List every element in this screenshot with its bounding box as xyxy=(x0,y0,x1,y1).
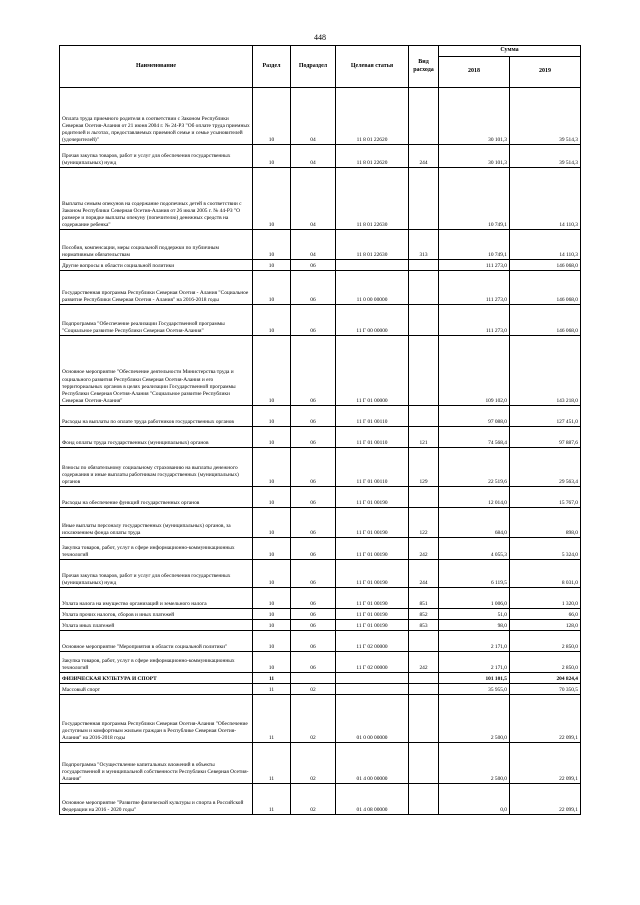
row-sum-2019: 8 031,0 xyxy=(510,560,581,588)
table-row xyxy=(60,631,581,652)
row-name: Другие вопросы в области социальной политики xyxy=(60,260,253,271)
row-sum-2018: 2 500,0 xyxy=(439,695,510,743)
row-target-item xyxy=(336,673,409,684)
table-row xyxy=(60,743,581,784)
row-sum-2018: 2 171,0 xyxy=(439,631,510,652)
row-sum-2019: 39 514,3 xyxy=(510,145,581,168)
header-name: Наименование xyxy=(60,46,253,88)
table-row xyxy=(60,588,581,609)
row-name: Основное мероприятие "Развитие физической культуры и спорта в Российской Федерации на 2016 - 2020 годы" xyxy=(60,784,253,815)
row-name: Расходы на выплаты по оплате труда работников государственных органов xyxy=(60,406,253,427)
row-name: Иные выплаты персоналу государственных (муниципальных) органов, за исключением фонда оплаты труда xyxy=(60,508,253,538)
row-subsection: 02 xyxy=(291,684,336,695)
row-target-item: 11 Г 01 00110 xyxy=(336,448,409,487)
row-section: 10 xyxy=(253,588,291,609)
row-expense-type xyxy=(409,743,439,784)
row-section: 10 xyxy=(253,448,291,487)
row-sum-2018: 101 101,5 xyxy=(439,673,510,684)
row-section: 10 xyxy=(253,487,291,508)
row-target-item: 11 8 01 22630 xyxy=(336,168,409,230)
row-subsection: 06 xyxy=(291,305,336,336)
row-subsection: 06 xyxy=(291,588,336,609)
row-sum-2019: 5 324,0 xyxy=(510,538,581,560)
row-sum-2018: 98,0 xyxy=(439,620,510,631)
row-expense-type xyxy=(409,168,439,230)
row-section: 10 xyxy=(253,230,291,260)
row-sum-2018: 30 101,3 xyxy=(439,145,510,168)
row-section: 10 xyxy=(253,560,291,588)
row-subsection: 06 xyxy=(291,406,336,427)
row-sum-2018: 4 055,3 xyxy=(439,538,510,560)
row-expense-type xyxy=(409,684,439,695)
row-sum-2019: 70 350,5 xyxy=(510,684,581,695)
row-expense-type: 242 xyxy=(409,652,439,673)
row-subsection: 02 xyxy=(291,784,336,815)
row-expense-type: 242 xyxy=(409,538,439,560)
row-target-item: 11 Г 01 00110 xyxy=(336,427,409,448)
row-subsection: 06 xyxy=(291,609,336,620)
row-target-item: 11 Г 01 00110 xyxy=(336,406,409,427)
row-target-item: 11 Г 00 00000 xyxy=(336,305,409,336)
row-name: Государственная программа Республики Северная Осетия - Алания "Социальное развитие Республики Северная Осетия - Алания" на 2016-2018 годы xyxy=(60,271,253,305)
row-expense-type: 129 xyxy=(409,448,439,487)
table-row xyxy=(60,305,581,336)
row-sum-2019: 146 068,0 xyxy=(510,305,581,336)
row-expense-type xyxy=(409,487,439,508)
row-section: 11 xyxy=(253,743,291,784)
row-sum-2018: 74 568,4 xyxy=(439,427,510,448)
table-row xyxy=(60,560,581,588)
row-subsection: 06 xyxy=(291,487,336,508)
row-target-item: 11 Г 01 00190 xyxy=(336,538,409,560)
table-row xyxy=(60,336,581,406)
row-expense-type xyxy=(409,88,439,145)
row-section: 10 xyxy=(253,271,291,305)
row-sum-2019: 14 110,3 xyxy=(510,168,581,230)
row-sum-2019: 14 110,3 xyxy=(510,230,581,260)
row-target-item: 01 0 00 00000 xyxy=(336,695,409,743)
row-section: 10 xyxy=(253,260,291,271)
row-name: Закупка товаров, работ, услуг в сфере информационно-коммуникационных технологий xyxy=(60,538,253,560)
row-target-item: 11 8 01 22630 xyxy=(336,230,409,260)
row-subsection: 06 xyxy=(291,538,336,560)
row-sum-2019: 22 099,1 xyxy=(510,743,581,784)
row-sum-2019: 127 451,0 xyxy=(510,406,581,427)
row-target-item xyxy=(336,684,409,695)
table-row xyxy=(60,684,581,695)
row-section: 10 xyxy=(253,427,291,448)
row-sum-2018: 10 749,1 xyxy=(439,168,510,230)
header-subsection: Подраздел xyxy=(291,46,336,88)
row-expense-type: 313 xyxy=(409,230,439,260)
row-name: Подпрограмма "Обеспечение реализации Государственной программы "Социальное развитие Республики Северная Осетия-Алания" xyxy=(60,305,253,336)
row-subsection: 04 xyxy=(291,230,336,260)
row-expense-type xyxy=(409,695,439,743)
row-sum-2018: 684,0 xyxy=(439,508,510,538)
row-target-item: 11 Г 01 00190 xyxy=(336,588,409,609)
row-sum-2019: 22 099,1 xyxy=(510,784,581,815)
row-subsection: 06 xyxy=(291,271,336,305)
row-sum-2019: 29 563,4 xyxy=(510,448,581,487)
row-section: 10 xyxy=(253,406,291,427)
row-sum-2019: 898,0 xyxy=(510,508,581,538)
row-sum-2018: 2 171,0 xyxy=(439,652,510,673)
row-section: 10 xyxy=(253,620,291,631)
row-subsection: 04 xyxy=(291,88,336,145)
row-sum-2018: 1 006,0 xyxy=(439,588,510,609)
table-row xyxy=(60,695,581,743)
row-expense-type: 244 xyxy=(409,145,439,168)
table-row xyxy=(60,784,581,815)
row-expense-type xyxy=(409,271,439,305)
table-body xyxy=(60,88,581,815)
row-expense-type: 853 xyxy=(409,620,439,631)
row-subsection: 06 xyxy=(291,260,336,271)
page-number: 448 xyxy=(314,33,326,42)
table-row xyxy=(60,406,581,427)
row-target-item: 11 Г 02 00000 xyxy=(336,652,409,673)
row-section: 10 xyxy=(253,336,291,406)
row-section: 10 xyxy=(253,168,291,230)
row-subsection: 06 xyxy=(291,631,336,652)
row-expense-type xyxy=(409,260,439,271)
row-sum-2019: 66,0 xyxy=(510,609,581,620)
row-subsection: 06 xyxy=(291,427,336,448)
row-name: Основное мероприятие "Обеспечение деятельности Министерства труда и социального развития Республики Северная Осетия-Алания и его территориальных органов в целях реализации Государственной программы Республики Северная Осетия-Алания "Социальное развитие Республики Северная Осетия-Алания" xyxy=(60,336,253,406)
table-row xyxy=(60,145,581,168)
row-sum-2018: 111 273,0 xyxy=(439,271,510,305)
row-sum-2019: 146 068,0 xyxy=(510,260,581,271)
row-sum-2019: 146 068,0 xyxy=(510,271,581,305)
row-target-item xyxy=(336,260,409,271)
table-row xyxy=(60,448,581,487)
row-name: Подпрограмма "Осуществление капитальных вложений в объекты государственной и муниципальной собственности Республики Северная Осетия-Алания" xyxy=(60,743,253,784)
row-name: Взносы по обязательному социальному страхованию на выплаты денежного содержания и иные выплаты работникам государственных (муниципальных) органов xyxy=(60,448,253,487)
row-sum-2018: 30 101,3 xyxy=(439,88,510,145)
row-sum-2018: 10 749,1 xyxy=(439,230,510,260)
row-sum-2018: 51,0 xyxy=(439,609,510,620)
table-row xyxy=(60,260,581,271)
row-sum-2018: 2 500,0 xyxy=(439,743,510,784)
row-expense-type: 121 xyxy=(409,427,439,448)
table-row xyxy=(60,487,581,508)
row-section: 10 xyxy=(253,609,291,620)
row-sum-2019: 143 218,0 xyxy=(510,336,581,406)
table-row xyxy=(60,673,581,684)
header-target-item: Целевая статья xyxy=(336,46,409,88)
row-target-item: 01 4 08 00000 xyxy=(336,784,409,815)
header-year-2019: 2019 xyxy=(510,57,581,88)
row-target-item: 11 Г 01 00190 xyxy=(336,487,409,508)
row-sum-2018: 6 119,5 xyxy=(439,560,510,588)
row-target-item: 11 Г 01 00190 xyxy=(336,620,409,631)
row-name: Закупка товаров, работ, услуг в сфере информационно-коммуникационных технологий xyxy=(60,652,253,673)
row-name: Прочая закупка товаров, работ и услуг для обеспечения государственных (муниципальных) нужд xyxy=(60,560,253,588)
row-sum-2019: 2 850,0 xyxy=(510,631,581,652)
row-section: 10 xyxy=(253,538,291,560)
row-sum-2019: 1 320,0 xyxy=(510,588,581,609)
row-sum-2019: 204 824,4 xyxy=(510,673,581,684)
row-sum-2018: 35 955,0 xyxy=(439,684,510,695)
row-sum-2019: 15 767,0 xyxy=(510,487,581,508)
row-expense-type xyxy=(409,336,439,406)
row-name: Массовый спорт xyxy=(60,684,253,695)
row-sum-2018: 12 014,0 xyxy=(439,487,510,508)
row-expense-type xyxy=(409,406,439,427)
row-target-item: 11 0 00 00000 xyxy=(336,271,409,305)
row-subsection: 06 xyxy=(291,448,336,487)
row-subsection: 06 xyxy=(291,560,336,588)
row-name: Пособия, компенсации, меры социальной поддержки по публичным нормативным обязательствам xyxy=(60,230,253,260)
row-section: 11 xyxy=(253,784,291,815)
row-sum-2018: 111 273,0 xyxy=(439,305,510,336)
row-subsection: 02 xyxy=(291,743,336,784)
row-sum-2019: 2 850,0 xyxy=(510,652,581,673)
row-sum-2018: 22 519,6 xyxy=(439,448,510,487)
row-sum-2019: 128,0 xyxy=(510,620,581,631)
row-target-item: 11 Г 01 00190 xyxy=(336,609,409,620)
row-subsection: 06 xyxy=(291,336,336,406)
row-subsection xyxy=(291,673,336,684)
row-name: Уплата иных платежей xyxy=(60,620,253,631)
row-name: Оплата труда приемного родителя в соответствии с Законом Республики Северная Осетия-Алания от 21 июня 2004 г. № 24-РЗ "Об оплате труда приемных родителей и льготах, предоставляемых приемной семье и семье усыновителей (удочерителей)" xyxy=(60,88,253,145)
row-subsection: 04 xyxy=(291,145,336,168)
row-name: ФИЗИЧЕСКАЯ КУЛЬТУРА И СПОРТ xyxy=(60,673,253,684)
row-sum-2018: 111 273,0 xyxy=(439,260,510,271)
row-name: Основное мероприятие "Мероприятия в области социальной политики" xyxy=(60,631,253,652)
table-row xyxy=(60,652,581,673)
table-row xyxy=(60,609,581,620)
header-year-2018: 2018 xyxy=(439,57,510,88)
row-name: Уплата прочих налогов, сборов и иных платежей xyxy=(60,609,253,620)
table-row xyxy=(60,508,581,538)
row-section: 10 xyxy=(253,652,291,673)
row-sum-2019: 97 887,6 xyxy=(510,427,581,448)
row-target-item: 11 Г 02 00000 xyxy=(336,631,409,652)
row-target-item: 11 Г 01 00190 xyxy=(336,508,409,538)
row-name: Уплата налога на имущество организаций и земельного налога xyxy=(60,588,253,609)
row-subsection: 04 xyxy=(291,168,336,230)
row-expense-type xyxy=(409,673,439,684)
table-row xyxy=(60,230,581,260)
row-expense-type: 244 xyxy=(409,560,439,588)
row-subsection: 06 xyxy=(291,508,336,538)
row-expense-type: 852 xyxy=(409,609,439,620)
row-section: 10 xyxy=(253,305,291,336)
row-sum-2019: 39 514,3 xyxy=(510,88,581,145)
row-section: 11 xyxy=(253,695,291,743)
header-expense-type: Вид расхода xyxy=(409,46,439,88)
row-target-item: 11 Г 01 00190 xyxy=(336,560,409,588)
row-target-item: 11 8 01 22620 xyxy=(336,88,409,145)
row-sum-2018: 109 102,0 xyxy=(439,336,510,406)
row-expense-type xyxy=(409,305,439,336)
row-name: Прочая закупка товаров, работ и услуг для обеспечения государственных (муниципальных) нужд xyxy=(60,145,253,168)
row-expense-type xyxy=(409,784,439,815)
row-section: 10 xyxy=(253,508,291,538)
row-target-item: 01 4 00 00000 xyxy=(336,743,409,784)
table-row xyxy=(60,538,581,560)
row-section: 10 xyxy=(253,631,291,652)
row-name: Фонд оплаты труда государственных (муниципальных) органов xyxy=(60,427,253,448)
header-section: Раздел xyxy=(253,46,291,88)
table-row xyxy=(60,271,581,305)
table-row xyxy=(60,427,581,448)
row-sum-2018: 97 088,0 xyxy=(439,406,510,427)
row-subsection: 02 xyxy=(291,695,336,743)
row-sum-2018: 0,0 xyxy=(439,784,510,815)
row-sum-2019: 22 099,1 xyxy=(510,695,581,743)
row-subsection: 06 xyxy=(291,620,336,631)
row-section: 11 xyxy=(253,673,291,684)
row-subsection: 06 xyxy=(291,652,336,673)
row-expense-type: 122 xyxy=(409,508,439,538)
table-row xyxy=(60,168,581,230)
row-section: 10 xyxy=(253,88,291,145)
row-target-item: 11 Г 01 00000 xyxy=(336,336,409,406)
table-row xyxy=(60,88,581,145)
row-target-item: 11 8 01 22620 xyxy=(336,145,409,168)
budget-table xyxy=(59,45,581,815)
row-name: Расходы на обеспечение функций государственных органов xyxy=(60,487,253,508)
table-row xyxy=(60,620,581,631)
row-expense-type xyxy=(409,631,439,652)
row-name: Государственная программа Республики Северная Осетия-Алания "Обеспечение доступным и комфортным жильем граждан в Республике Северная Осетия-Алания" на 2016-2018 годы xyxy=(60,695,253,743)
row-section: 10 xyxy=(253,145,291,168)
row-expense-type: 851 xyxy=(409,588,439,609)
row-section: 11 xyxy=(253,684,291,695)
header-sum: Сумма xyxy=(439,46,581,57)
row-name: Выплаты семьям опекунов на содержание подопечных детей в соответствии с Законом Республики Северная Осетия-Алания от 26 июля 2005 г. № 44-РЗ "О размере и порядке выплаты опекуну (попечителю) денежных средств на содержание ребенка" xyxy=(60,168,253,230)
